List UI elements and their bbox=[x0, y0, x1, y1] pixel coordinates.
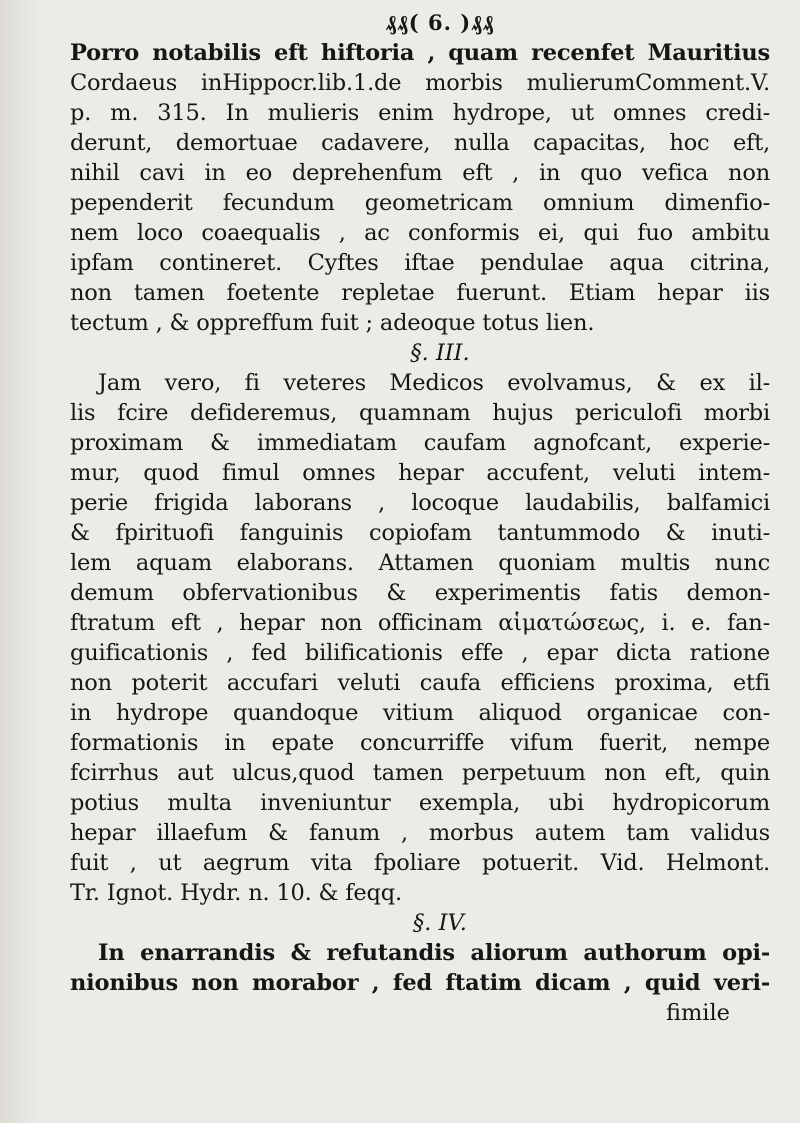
text-line: nihil cavi in eo deprehenfum eft , in quo vefica non bbox=[70, 160, 770, 186]
text-line: lem aquam elaborans. Attamen quoniam multis nunc bbox=[70, 550, 770, 576]
text-line: Porro notabilis eft hiftoria , quam recenfet Mauritius bbox=[70, 40, 770, 66]
text-line: pependerit fecundum geometricam omnium dimenfio- bbox=[70, 190, 770, 216]
section-heading-3: §. III. bbox=[410, 340, 470, 366]
text-line: p. m. 315. In mulieris enim hydrope, ut omnes credi- bbox=[70, 100, 770, 126]
text-line: nem loco coaequalis , ac conformis ei, qui fuo ambitu bbox=[70, 220, 770, 246]
text-line: lis fcire defideremus, quamnam hujus periculofi morbi bbox=[70, 400, 770, 426]
text-line: hepar illaefum & fanum , morbus autem tam validus bbox=[70, 820, 770, 846]
text-line: mur, quod fimul omnes hepar accufent, veluti intem- bbox=[70, 460, 770, 486]
section-heading-4: §. IV. bbox=[413, 910, 467, 936]
running-head: ₰₰( 6. )₰₰ bbox=[385, 10, 495, 35]
paragraph-4 bbox=[70, 938, 770, 998]
text-line: guificationis , fed bilificationis effe , epar dicta ratione bbox=[70, 640, 770, 666]
text-line: Cordaeus inHippocr.lib.1.de morbis mulierumComment.V. bbox=[70, 70, 770, 96]
text-line: Tr. Ignot. Hydr. n. 10. & feqq. bbox=[70, 880, 402, 906]
text-line: ftratum eft , hepar non officinam αἱματώσεως, i. e. fan- bbox=[70, 610, 770, 636]
text-line: non tamen foetente repletae fuerunt. Etiam hepar iis bbox=[70, 280, 770, 306]
text-line: derunt, demortuae cadavere, nulla capacitas, hoc eft, bbox=[70, 130, 770, 156]
text-line: in hydrope quandoque vitium aliquod organicae con- bbox=[70, 700, 770, 726]
text-line: & fpirituofi fanguinis copiofam tantummodo & inuti- bbox=[70, 520, 770, 546]
text-line: tectum , & oppreffum fuit ; adeoque totus lien. bbox=[70, 310, 595, 336]
text-line: proximam & immediatam caufam agnofcant, experie- bbox=[70, 430, 770, 456]
text-line: ipfam contineret. Cyftes iftae pendulae aqua citrina, bbox=[70, 250, 770, 276]
text-line: nionibus non morabor , fed ftatim dicam , quid veri- bbox=[70, 970, 770, 996]
text-line: perie frigida laborans , locoque laudabilis, balfamici bbox=[70, 490, 770, 516]
paragraph-3 bbox=[70, 368, 770, 908]
text-line: Jam vero, fi veteres Medicos evolvamus, & ex il- bbox=[98, 370, 770, 396]
catchword: fimile bbox=[665, 1000, 730, 1026]
text-line: potius multa inveniuntur exempla, ubi hydropicorum bbox=[70, 790, 770, 816]
text-line: fuit , ut aegrum vita fpoliare potuerit. Vid. Helmont. bbox=[70, 850, 770, 876]
text-line: formationis in epate concurriffe vifum fuerit, nempe bbox=[70, 730, 770, 756]
text-line: fcirrhus aut ulcus,quod tamen perpetuum non eft, quin bbox=[70, 760, 770, 786]
text-line: demum obfervationibus & experimentis fatis demon- bbox=[70, 580, 770, 606]
text-line: non poterit accufari veluti caufa efficiens proxima, etfi bbox=[70, 670, 770, 696]
text-line: In enarrandis & refutandis aliorum authorum opi- bbox=[98, 940, 770, 966]
paragraph-1 bbox=[70, 38, 770, 338]
